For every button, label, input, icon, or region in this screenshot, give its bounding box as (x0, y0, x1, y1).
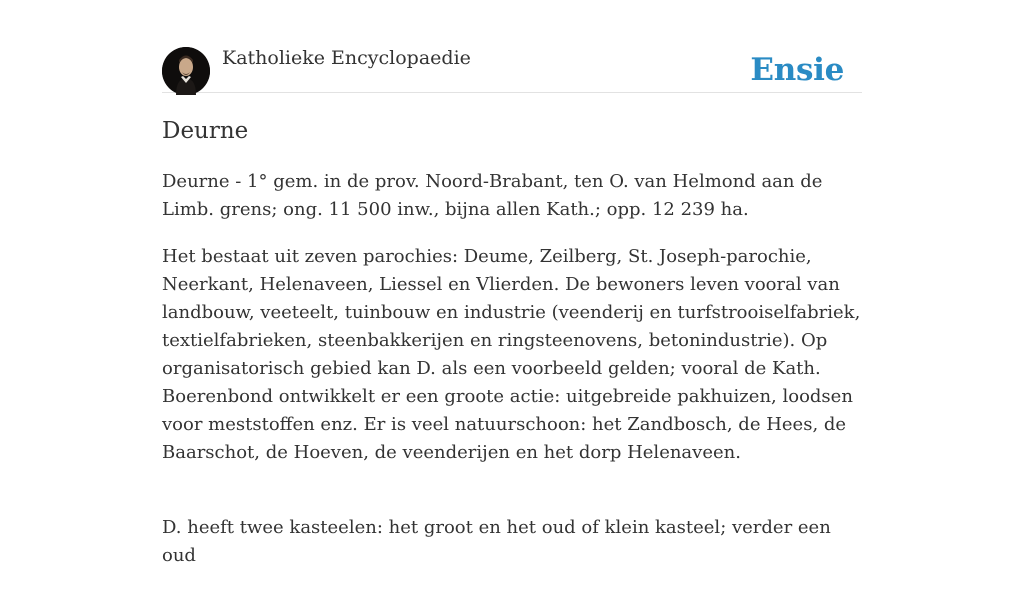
article-paragraph: Het bestaat uit zeven parochies: Deume, Zeilberg, St. Joseph-parochie, Neerkant, Helenaveen, Liessel en Vlierden. De bewoners leven vooral van landbouw, veeteelt, tuinbouw en industrie (veenderij en turfstrooiselfabriek, textielfabrieken, steenbakkerijen en ringsteenovens, betonindustrie). Op organisatorisch gebied kan D. als een voorbeeld gelden; vooral de Kath. Boerenbond ontwikkelt er een groote actie: uitgebreide pakhuizen, loodsen voor meststoffen enz. Er is veel natuurschoon: het Zandbosch, de Hees, de Baarschot, de Hoeven, de veenderijen en het dorp Helenaveen. (162, 246, 861, 463)
brand-logo[interactable]: Ensie (750, 52, 844, 88)
article-paragraph: D. heeft twee kasteelen: het groot en het oud of klein kasteel; verder een oud (162, 517, 831, 566)
portrait-avatar-icon (162, 47, 210, 95)
avatar[interactable] (162, 47, 210, 95)
source-title[interactable]: Katholieke Encyclopaedie (222, 47, 471, 69)
article-title: Deurne (162, 118, 249, 144)
paragraph-gap (162, 486, 862, 514)
article-paragraph: Deurne - 1° gem. in de prov. Noord-Brabant, ten O. van Helmond aan de Limb. grens; ong. 11 500 inw., bijna allen Kath.; opp. 12 239 ha. (162, 171, 823, 220)
article-body (162, 168, 862, 589)
site-header (162, 46, 862, 93)
